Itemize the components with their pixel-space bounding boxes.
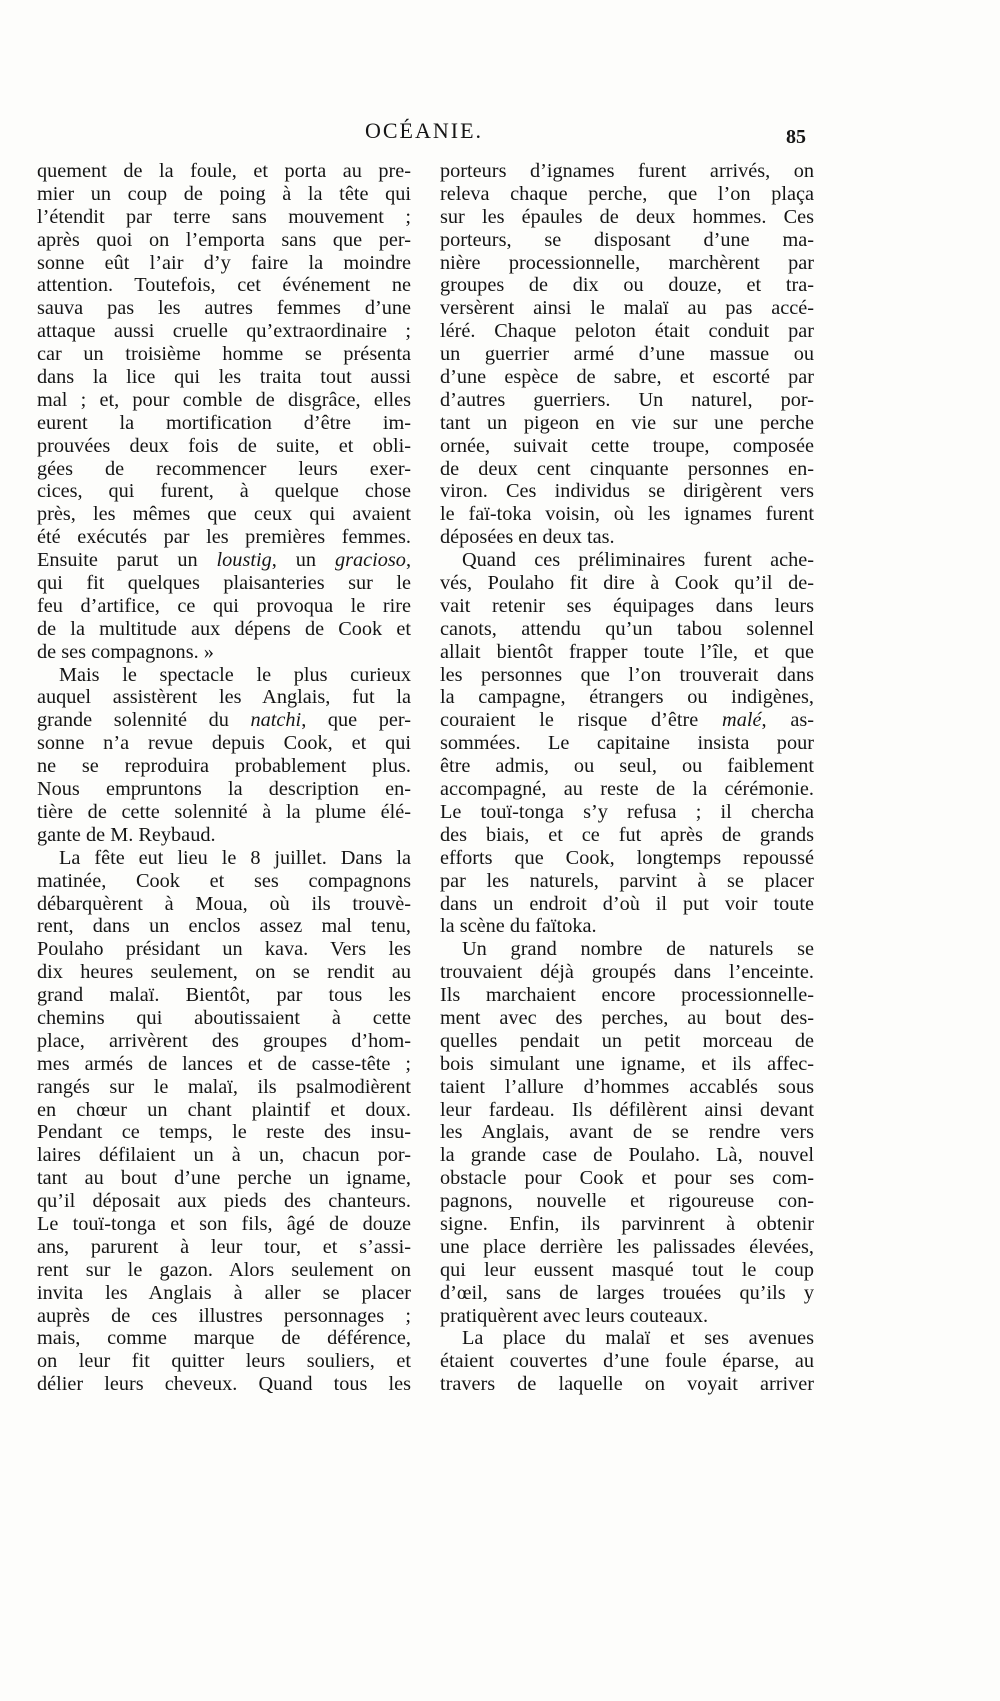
text-line: le faï-toka voisin, où les ignames furent (440, 503, 814, 526)
text-column-left (37, 160, 411, 1396)
text-line: été exécutés par les premières femmes. (37, 526, 411, 549)
text-line: d’autres guerriers. Un naturel, por- (440, 388, 814, 411)
text-line: Ils marchaient encore processionnelle- (440, 984, 814, 1007)
page-number: 85 (786, 126, 806, 148)
text-line: auprès de ces illustres personnages ; (37, 1304, 411, 1327)
text-line: place, arrivèrent des groupes d’hom- (37, 1029, 411, 1052)
paragraph (37, 160, 411, 664)
text-column-right (440, 160, 814, 1396)
text-line: rangés sur le malaï, ils psalmodièrent (37, 1075, 411, 1098)
running-title: OCÉANIE. (365, 118, 484, 143)
text-line: releva chaque perche, que l’on plaça (440, 182, 814, 205)
text-line: vés, Poulaho fit dire à Cook qu’il de- (440, 572, 814, 595)
text-line: cices, qui furent, à quelque chose (37, 480, 411, 503)
text-line: Quand ces préliminaires furent ache- (462, 549, 814, 572)
text-line: d’une espèce de sabre, et escorté par (440, 366, 814, 389)
text-line: déposées en deux tas. (440, 526, 615, 549)
text-line: obstacle pour Cook et pour ses com- (440, 1167, 814, 1190)
paragraph (440, 1327, 814, 1396)
text-line: la scène du faïtoka. (440, 915, 597, 938)
text-line: ans, parurent à leur tour, et s’assi- (37, 1235, 411, 1258)
text-line: viron. Ces individus se dirigèrent vers (440, 480, 814, 503)
text-line: mier un coup de poing à la tête qui (37, 182, 411, 205)
text-line: sur les épaules de deux hommes. Ces (440, 205, 814, 228)
text-line: couraient le risque d’être malé, as- (440, 709, 814, 732)
text-line: porteurs, se disposant d’une ma- (440, 228, 814, 251)
text-line: dix heures seulement, on se rendit au (37, 961, 411, 984)
text-line: feu d’artifice, ce qui provoqua le rire (37, 594, 411, 617)
text-line: ne se reproduira probablement plus. (37, 755, 411, 778)
text-line: Ensuite parut un loustig, un gracioso, (37, 549, 411, 572)
text-line: Le touï-tonga s’y refusa ; il chercha (440, 800, 814, 823)
text-line: prouvées deux fois de suite, et obli- (37, 434, 411, 457)
text-line: trouvaient déjà groupés dans l’enceinte. (440, 961, 814, 984)
text-line: de ses compagnons. » (37, 640, 214, 663)
text-line: pagnons, nouvelle et rigoureuse con- (440, 1190, 814, 1213)
text-line: eurent la mortification d’être im- (37, 411, 411, 434)
text-line: pratiquèrent avec leurs couteaux. (440, 1304, 709, 1327)
text-line: attention. Toutefois, cet événement ne (37, 274, 411, 297)
text-line: accompagné, au reste de la cérémonie. (440, 778, 814, 801)
text-line: dans un endroit d’où il put voir toute (440, 892, 814, 915)
text-line: de deux cent cinquante personnes en- (440, 457, 814, 480)
text-line: Le touï-tonga et son fils, âgé de douze (37, 1212, 411, 1235)
text-line: Mais le spectacle le plus curieux (59, 663, 411, 686)
text-line: des biais, et ce fut après de grands (440, 823, 814, 846)
paragraph (440, 549, 814, 938)
text-line: mais, comme marque de déférence, (37, 1327, 411, 1350)
text-line: près, les mêmes que ceux qui avaient (37, 503, 411, 526)
text-line: signe. Enfin, ils parvinrent à obtenir (440, 1212, 814, 1235)
text-line: matinée, Cook et ses compagnons (37, 869, 411, 892)
text-line: mes armés de lances et de casse-tête ; (37, 1052, 411, 1075)
text-line: les personnes que l’on trouverait dans (440, 663, 814, 686)
text-line: léré. Chaque peloton était conduit par (440, 320, 814, 343)
text-line: porteurs d’ignames furent arrivés, on (440, 160, 814, 182)
text-line: sommées. Le capitaine insista pour (440, 732, 814, 755)
text-line: sonne n’a revue depuis Cook, et qui (37, 732, 411, 755)
text-line: étaient couvertes d’une foule éparse, au (440, 1350, 814, 1373)
text-line: une place derrière les palissades élevées, (440, 1235, 814, 1258)
text-line: ment avec des perches, au bout des- (440, 1006, 814, 1029)
text-line: auquel assistèrent les Anglais, fut la (37, 686, 411, 709)
text-line: l’étendit par terre sans mouvement ; (37, 205, 411, 228)
page-header (0, 118, 1000, 148)
text-line: invita les Anglais à aller se placer (37, 1281, 411, 1304)
text-line: débarquèrent à Moua, où ils trouvè- (37, 892, 411, 915)
text-line: Pendant ce temps, le reste des insu- (37, 1121, 411, 1144)
text-line: qui fit quelques plaisanteries sur le (37, 572, 411, 595)
text-line: groupes de dix ou douze, et tra- (440, 274, 814, 297)
text-line: qu’il déposait aux pieds des chanteurs. (37, 1190, 411, 1213)
text-line: Poulaho présidant un kava. Vers les (37, 938, 411, 961)
text-line: efforts que Cook, longtemps repoussé (440, 846, 814, 869)
text-line: leur fardeau. Ils défilèrent ainsi devant (440, 1098, 814, 1121)
text-line: en chœur un chant plaintif et doux. (37, 1098, 411, 1121)
text-line: Un grand nombre de naturels se (462, 938, 814, 961)
text-line: versèrent ainsi le malaï au pas accé- (440, 297, 814, 320)
text-line: quement de la foule, et porta au pre- (37, 160, 411, 182)
text-line: attaque aussi cruelle qu’extraordinaire ; (37, 320, 411, 343)
text-line: laires défilaient un à un, chacun por- (37, 1144, 411, 1167)
text-line: après quoi on l’emporta sans que per- (37, 228, 411, 251)
italic-term: malé (722, 709, 762, 732)
text-line: un guerrier armé d’une massue ou (440, 343, 814, 366)
text-line: Nous empruntons la description en- (37, 778, 411, 801)
text-line: gées de recommencer leurs exer- (37, 457, 411, 480)
text-line: grande solennité du natchi, que per- (37, 709, 411, 732)
text-line: mal ; et, pour comble de disgrâce, elles (37, 388, 411, 411)
text-line: d’œil, sans de larges trouées qu’ils y (440, 1281, 814, 1304)
text-line: taient l’allure d’hommes accablés sous (440, 1075, 814, 1098)
text-line: quelles pendait un petit morceau de (440, 1029, 814, 1052)
text-line: gante de M. Reybaud. (37, 823, 216, 846)
text-line: allait bientôt frapper toute l’île, et que (440, 640, 814, 663)
paragraph (440, 938, 814, 1327)
text-line: canots, attendu qu’un tabou solennel (440, 617, 814, 640)
paragraph (440, 160, 814, 549)
text-line: on leur fit quitter leurs souliers, et (37, 1350, 411, 1373)
text-line: car un troisième homme se présenta (37, 343, 411, 366)
text-line: de la multitude aux dépens de Cook et (37, 617, 411, 640)
paragraph (37, 847, 411, 1396)
text-line: bois simulant une igname, et ils affec- (440, 1052, 814, 1075)
text-line: sauva pas les autres femmes d’une (37, 297, 411, 320)
text-line: nière processionnelle, marchèrent par (440, 251, 814, 274)
text-line: les Anglais, avant de se rendre vers (440, 1121, 814, 1144)
text-line: rent, dans un enclos assez mal tenu, (37, 915, 411, 938)
text-line: tant au bout d’une perche un igname, (37, 1167, 411, 1190)
text-line: tant un pigeon en vie sur une perche (440, 411, 814, 434)
text-line: travers de laquelle on voyait arriver (440, 1373, 814, 1396)
text-line: être admis, ou seul, ou faiblement (440, 755, 814, 778)
text-line: rent sur le gazon. Alors seulement on (37, 1258, 411, 1281)
italic-term: gracioso (334, 549, 406, 572)
text-line: délier leurs cheveux. Quand tous les (37, 1373, 411, 1396)
text-line: qui leur eussent masqué tout le coup (440, 1258, 814, 1281)
text-line: par les naturels, parvint à se placer (440, 869, 814, 892)
text-line: grand malaï. Bientôt, par tous les (37, 984, 411, 1007)
text-line: vait retenir ses équipages dans leurs (440, 594, 814, 617)
text-line: tière de cette solennité à la plume élé- (37, 800, 411, 823)
text-line: la grande case de Poulaho. Là, nouvel (440, 1144, 814, 1167)
text-line: dans la lice qui les traita tout aussi (37, 366, 411, 389)
text-line: La fête eut lieu le 8 juillet. Dans la (59, 846, 411, 869)
italic-term: natchi (250, 709, 302, 732)
text-line: La place du malaï et ses avenues (462, 1327, 814, 1350)
text-line: la campagne, étrangers ou indigènes, (440, 686, 814, 709)
paragraph (37, 664, 411, 847)
text-line: chemins qui aboutissaient à cette (37, 1006, 411, 1029)
italic-term: loustig (216, 549, 272, 572)
text-line: ornée, suivait cette troupe, composée (440, 434, 814, 457)
text-line: sonne eût l’air d’y faire la moindre (37, 251, 411, 274)
